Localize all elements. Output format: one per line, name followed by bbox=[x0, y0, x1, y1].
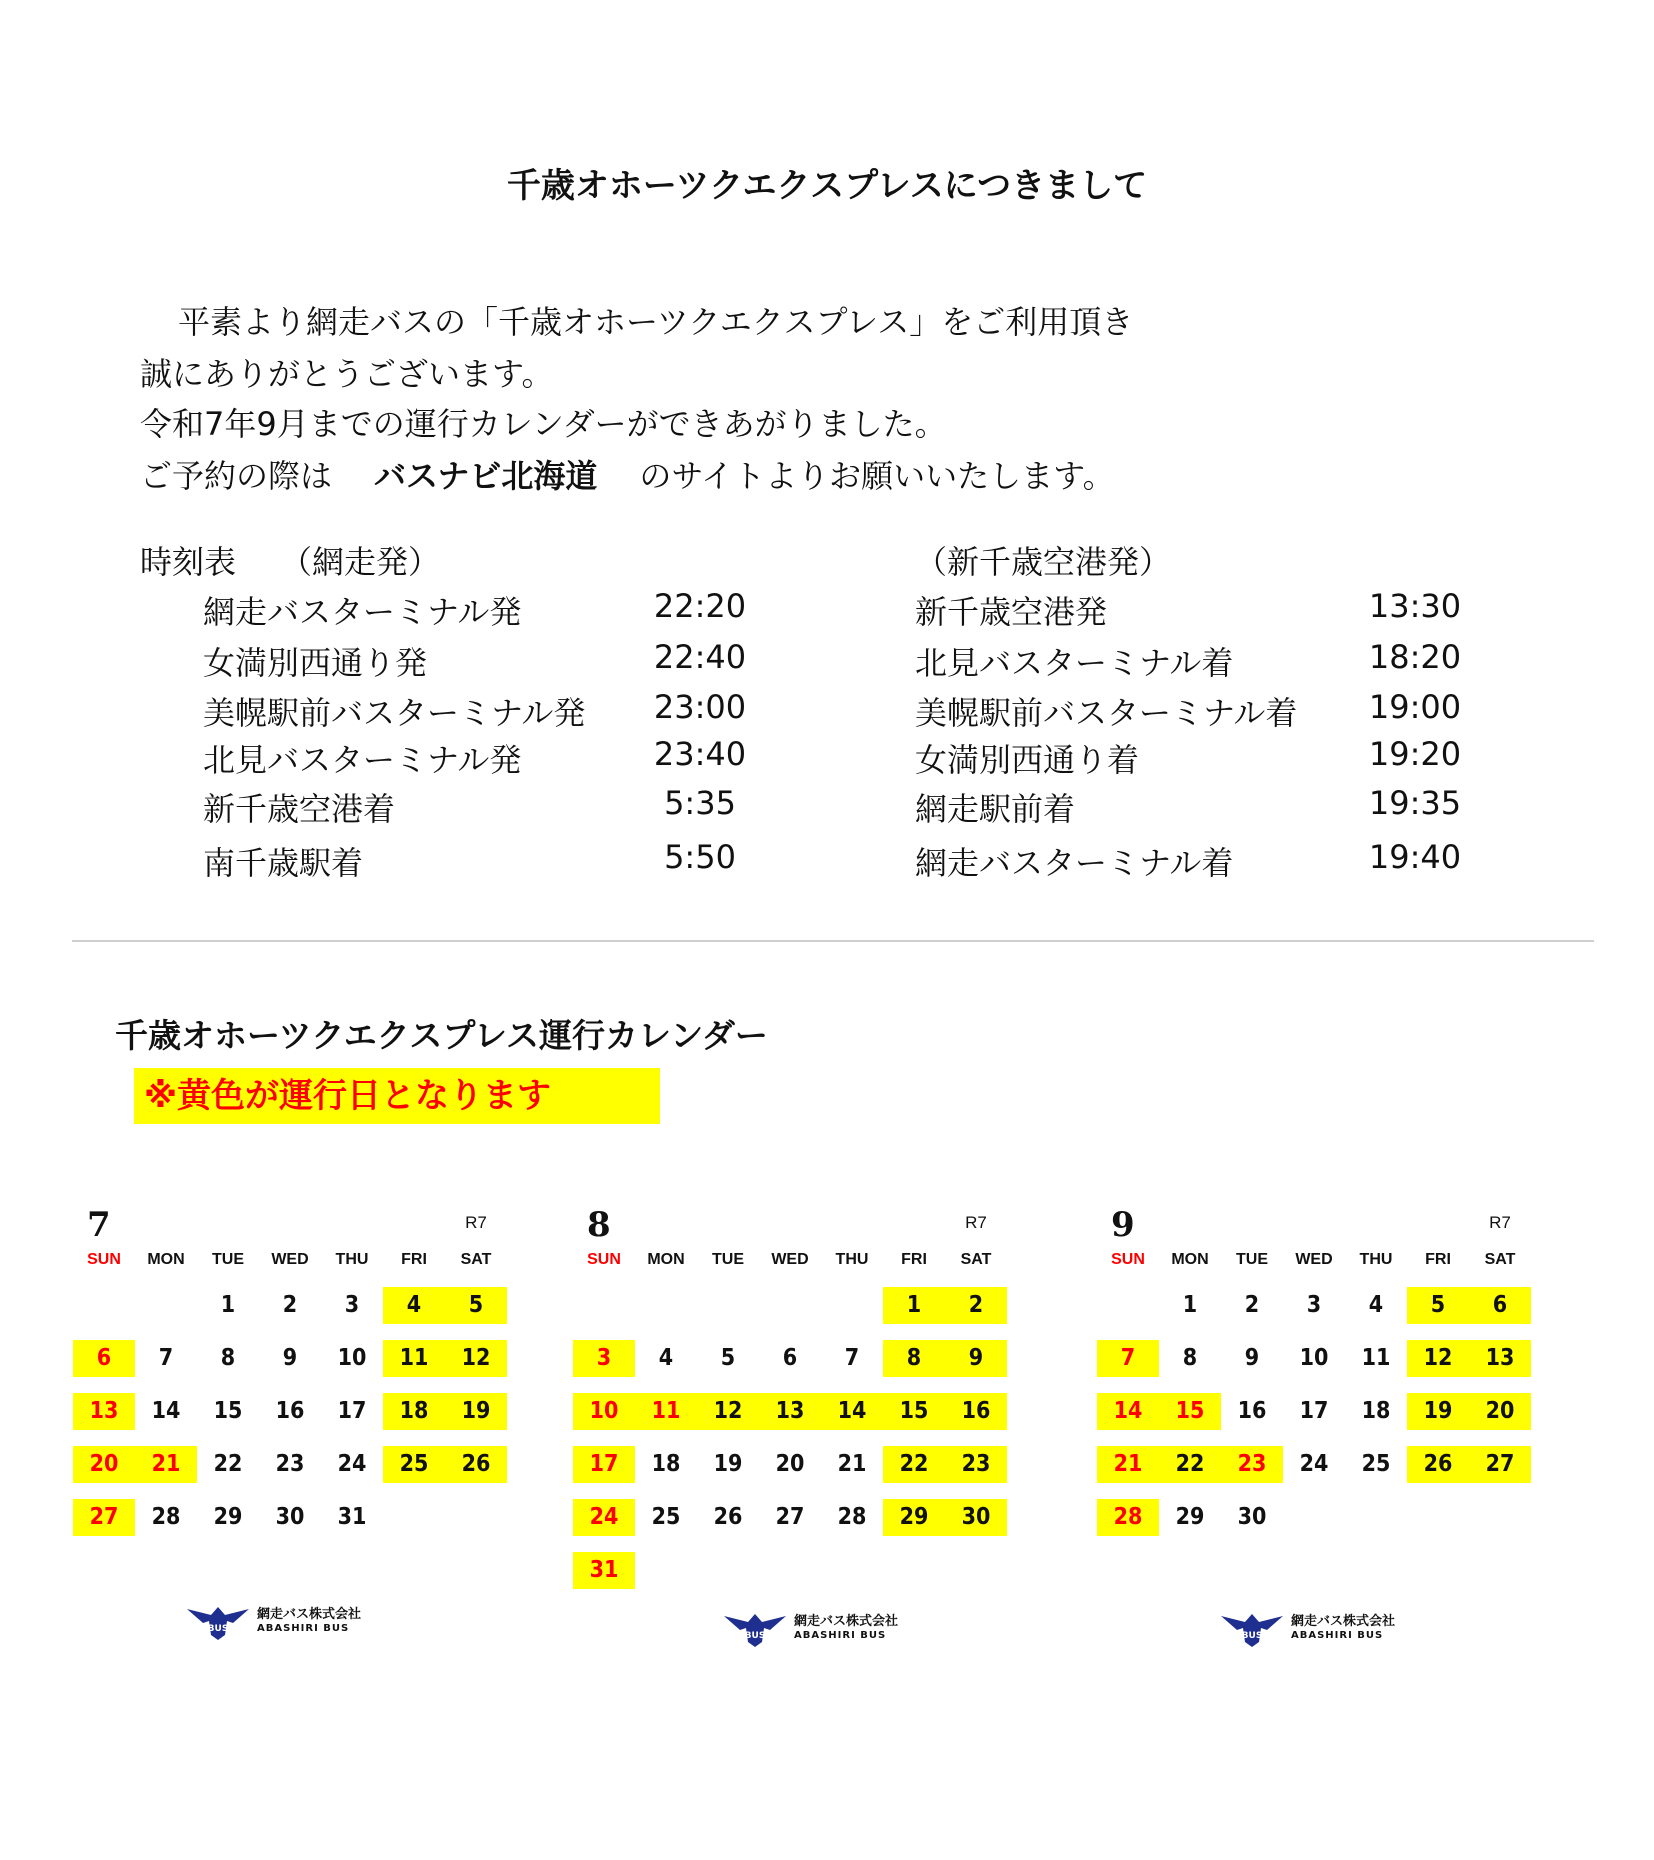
timetable-label: 時刻表 bbox=[140, 543, 237, 581]
calendar-day-operating: 26 bbox=[445, 1446, 507, 1483]
weekday-mon: MON bbox=[147, 1251, 185, 1268]
calendar-day-operating: 24 bbox=[573, 1499, 635, 1536]
calendar-day: 28 bbox=[151, 1504, 181, 1530]
page-title: 千歳オホーツクエクスプレスにつきまして bbox=[506, 166, 1148, 206]
calendar-day-operating: 22 bbox=[883, 1446, 945, 1483]
timetable-right-heading: （新千歳空港発） bbox=[915, 543, 1172, 581]
calendar-day: 24 bbox=[337, 1451, 367, 1477]
calendar-day-operating: 15 bbox=[1159, 1393, 1221, 1430]
calendar-day: 30 bbox=[1237, 1504, 1267, 1530]
timetable-left-time: 22:40 bbox=[653, 638, 747, 676]
calendar-day: 30 bbox=[275, 1504, 305, 1530]
calendar-day: 16 bbox=[1237, 1398, 1267, 1424]
intro-line-4-post: のサイトよりお願いいたします。 bbox=[639, 457, 1115, 495]
timetable-left-stop: 南千歳駅着 bbox=[203, 844, 364, 882]
weekday-tue: TUE bbox=[212, 1251, 244, 1268]
calendar-day-operating: 31 bbox=[573, 1552, 635, 1589]
calendar-day: 7 bbox=[158, 1345, 174, 1371]
calendar-day-operating: 29 bbox=[883, 1499, 945, 1536]
abashiri-bus-logo bbox=[1219, 1610, 1395, 1648]
calendar-day-operating: 27 bbox=[1469, 1446, 1531, 1483]
weekday-thu: THU bbox=[835, 1251, 869, 1268]
calendar-day-operating: 27 bbox=[73, 1499, 135, 1536]
calendar-day-operating: 11 bbox=[635, 1393, 697, 1430]
eagle-bus-icon bbox=[185, 1603, 251, 1641]
calendar-day-operating: 26 bbox=[1407, 1446, 1469, 1483]
calendar-day: 14 bbox=[151, 1398, 181, 1424]
timetable-left-stop: 北見バスターミナル発 bbox=[203, 741, 522, 779]
calendar-day-operating: 4 bbox=[383, 1287, 445, 1324]
timetable-left-time: 5:50 bbox=[664, 838, 736, 876]
timetable-left-heading: （網走発） bbox=[280, 543, 441, 581]
calendar-day: 25 bbox=[1361, 1451, 1391, 1477]
logo-company-name: 網走バス株式会社 bbox=[257, 1607, 362, 1622]
timetable-right-stop: 北見バスターミナル着 bbox=[915, 644, 1234, 682]
timetable-left-stop: 美幌駅前バスターミナル発 bbox=[203, 694, 586, 732]
calendar-day-operating: 12 bbox=[697, 1393, 759, 1430]
calendar-day-operating: 28 bbox=[1097, 1499, 1159, 1536]
calendar-day-operating: 8 bbox=[883, 1340, 945, 1377]
calendar-day-operating: 5 bbox=[1407, 1287, 1469, 1324]
weekday-sat: SAT bbox=[960, 1251, 992, 1268]
weekday-tue: TUE bbox=[712, 1251, 744, 1268]
logo-english-name: ABASHIRI BUS bbox=[257, 1623, 350, 1634]
calendar-day: 9 bbox=[282, 1345, 298, 1371]
timetable-right-time: 13:30 bbox=[1368, 587, 1462, 625]
calendar-month-8 bbox=[573, 1195, 1093, 1595]
weekday-thu: THU bbox=[1359, 1251, 1393, 1268]
logo-mark-text: BUS bbox=[744, 1631, 766, 1641]
calendar-day-operating: 5 bbox=[445, 1287, 507, 1324]
weekday-wed: WED bbox=[271, 1251, 309, 1268]
calendar-day-operating: 20 bbox=[1469, 1393, 1531, 1430]
calendar-day-operating: 9 bbox=[945, 1340, 1007, 1377]
calendar-day: 29 bbox=[213, 1504, 243, 1530]
calendar-month-9 bbox=[1097, 1195, 1617, 1595]
calendar-day-operating: 17 bbox=[573, 1446, 635, 1483]
calendar-day-operating: 7 bbox=[1097, 1340, 1159, 1377]
era-label: R7 bbox=[965, 1213, 987, 1232]
era-label: R7 bbox=[1489, 1213, 1511, 1232]
calendar-day: 27 bbox=[775, 1504, 805, 1530]
calendar-day: 18 bbox=[651, 1451, 681, 1477]
busnavi-hokkaido-text: バスナビ北海道 bbox=[374, 457, 598, 495]
calendar-day-operating: 16 bbox=[945, 1393, 1007, 1430]
timetable-right-stop: 網走駅前着 bbox=[915, 790, 1076, 828]
calendar-day-operating: 3 bbox=[573, 1340, 635, 1377]
calendar-day: 15 bbox=[213, 1398, 243, 1424]
timetable-right-stop: 新千歳空港発 bbox=[915, 593, 1108, 631]
calendar-day-operating: 12 bbox=[445, 1340, 507, 1377]
calendar-day: 2 bbox=[1244, 1292, 1260, 1318]
calendar-day: 9 bbox=[1244, 1345, 1260, 1371]
calendar-day: 17 bbox=[337, 1398, 367, 1424]
calendar-day: 26 bbox=[713, 1504, 743, 1530]
calendar-day-operating: 1 bbox=[883, 1287, 945, 1324]
calendar-day-operating: 6 bbox=[73, 1340, 135, 1377]
calendar-day: 22 bbox=[213, 1451, 243, 1477]
calendar-title: 千歳オホーツクエクスプレス運行カレンダー bbox=[115, 1016, 768, 1055]
timetable-right-stop: 美幌駅前バスターミナル着 bbox=[915, 694, 1298, 732]
timetable-right-time: 19:00 bbox=[1368, 688, 1462, 726]
calendar-day: 17 bbox=[1299, 1398, 1329, 1424]
logo-company-name: 網走バス株式会社 bbox=[794, 1614, 899, 1629]
timetable-left-stop: 女満別西通り発 bbox=[203, 644, 428, 682]
weekday-thu: THU bbox=[335, 1251, 369, 1268]
calendar-day-operating: 11 bbox=[383, 1340, 445, 1377]
timetable-right-time: 19:40 bbox=[1368, 838, 1462, 876]
calendar-day: 4 bbox=[1368, 1292, 1384, 1318]
intro-line-1: 平素より網走バスの「千歳オホーツクエクスプレス」をご利用頂き bbox=[178, 303, 1134, 341]
calendar-day-operating: 22 bbox=[1159, 1446, 1221, 1483]
abashiri-bus-logo bbox=[185, 1603, 361, 1641]
calendar-day: 3 bbox=[1306, 1292, 1322, 1318]
weekday-sat: SAT bbox=[1484, 1251, 1516, 1268]
calendar-day: 29 bbox=[1175, 1504, 1205, 1530]
calendar-day-operating: 2 bbox=[945, 1287, 1007, 1324]
calendar-day: 1 bbox=[1182, 1292, 1198, 1318]
weekday-wed: WED bbox=[1295, 1251, 1333, 1268]
weekday-fri: FRI bbox=[901, 1251, 927, 1268]
eagle-bus-icon bbox=[722, 1610, 788, 1648]
weekday-tue: TUE bbox=[1236, 1251, 1268, 1268]
calendar-day: 23 bbox=[275, 1451, 305, 1477]
calendar-day-operating: 13 bbox=[73, 1393, 135, 1430]
timetable-left-time: 22:20 bbox=[653, 587, 747, 625]
calendar-day: 31 bbox=[337, 1504, 367, 1530]
calendar-day: 16 bbox=[275, 1398, 305, 1424]
calendar-day: 19 bbox=[713, 1451, 743, 1477]
weekday-sun: SUN bbox=[587, 1251, 621, 1268]
timetable-left-time: 23:40 bbox=[653, 735, 747, 773]
weekday-wed: WED bbox=[771, 1251, 809, 1268]
intro-line-4 bbox=[140, 450, 1115, 502]
calendar-day-operating: 13 bbox=[759, 1393, 821, 1430]
calendar-month-7 bbox=[73, 1195, 593, 1595]
calendar-day: 8 bbox=[220, 1345, 236, 1371]
intro-line-3: 令和7年9月までの運行カレンダーができあがりました。 bbox=[140, 405, 947, 443]
logo-company-name: 網走バス株式会社 bbox=[1291, 1614, 1396, 1629]
intro-line-2: 誠にありがとうございます。 bbox=[140, 355, 554, 393]
timetable-right-stop: 網走バスターミナル着 bbox=[915, 844, 1234, 882]
calendar-day-operating: 6 bbox=[1469, 1287, 1531, 1324]
logo-english-name: ABASHIRI BUS bbox=[794, 1630, 887, 1641]
calendar-day-operating: 30 bbox=[945, 1499, 1007, 1536]
timetable-left-stop: 新千歳空港着 bbox=[203, 790, 396, 828]
era-label: R7 bbox=[465, 1213, 487, 1232]
calendar-day-operating: 12 bbox=[1407, 1340, 1469, 1377]
calendar-day: 8 bbox=[1182, 1345, 1198, 1371]
calendar-day-operating: 19 bbox=[1407, 1393, 1469, 1430]
month-number: 9 bbox=[1111, 1205, 1135, 1245]
intro-line-4-pre: ご予約の際は bbox=[140, 457, 333, 495]
weekday-fri: FRI bbox=[1425, 1251, 1451, 1268]
calendar-day: 20 bbox=[775, 1451, 805, 1477]
calendar-day: 2 bbox=[282, 1292, 298, 1318]
weekday-sun: SUN bbox=[87, 1251, 121, 1268]
calendar-day-operating: 15 bbox=[883, 1393, 945, 1430]
timetable-left-time: 23:00 bbox=[653, 688, 747, 726]
logo-mark-text: BUS bbox=[207, 1624, 229, 1634]
calendar-day: 10 bbox=[1299, 1345, 1329, 1371]
calendar-day: 11 bbox=[1361, 1345, 1391, 1371]
logo-english-name: ABASHIRI BUS bbox=[1291, 1630, 1384, 1641]
calendar-day: 28 bbox=[837, 1504, 867, 1530]
timetable-right-time: 19:35 bbox=[1368, 784, 1462, 822]
calendar-day: 24 bbox=[1299, 1451, 1329, 1477]
weekday-mon: MON bbox=[647, 1251, 685, 1268]
calendar-day: 5 bbox=[720, 1345, 736, 1371]
operating-days-notice: ※黄色が運行日となります bbox=[134, 1068, 660, 1124]
weekday-mon: MON bbox=[1171, 1251, 1209, 1268]
calendar-day-operating: 25 bbox=[383, 1446, 445, 1483]
calendar-day: 25 bbox=[651, 1504, 681, 1530]
timetable-right-stop: 女満別西通り着 bbox=[915, 741, 1140, 779]
abashiri-bus-logo bbox=[722, 1610, 898, 1648]
timetable-left-time: 5:35 bbox=[664, 784, 736, 822]
calendar-day-operating: 18 bbox=[383, 1393, 445, 1430]
calendar-day: 21 bbox=[837, 1451, 867, 1477]
calendar-day-operating: 13 bbox=[1469, 1340, 1531, 1377]
month-number: 7 bbox=[87, 1205, 111, 1245]
weekday-fri: FRI bbox=[401, 1251, 427, 1268]
calendar-day: 6 bbox=[782, 1345, 798, 1371]
calendar-day-operating: 20 bbox=[73, 1446, 135, 1483]
timetable-left-stop: 網走バスターミナル発 bbox=[203, 593, 522, 631]
timetable-right-time: 18:20 bbox=[1368, 638, 1462, 676]
calendar-day-operating: 14 bbox=[821, 1393, 883, 1430]
weekday-sat: SAT bbox=[460, 1251, 492, 1268]
calendar-day: 7 bbox=[844, 1345, 860, 1371]
calendar-day: 4 bbox=[658, 1345, 674, 1371]
calendar-day-operating: 23 bbox=[1221, 1446, 1283, 1483]
eagle-bus-icon bbox=[1219, 1610, 1285, 1648]
logo-mark-text: BUS bbox=[1241, 1631, 1263, 1641]
calendar-day-operating: 23 bbox=[945, 1446, 1007, 1483]
timetable-right-time: 19:20 bbox=[1368, 735, 1462, 773]
calendar-day-operating: 19 bbox=[445, 1393, 507, 1430]
calendar-day-operating: 21 bbox=[135, 1446, 197, 1483]
month-number: 8 bbox=[587, 1205, 611, 1245]
calendar-day: 3 bbox=[344, 1292, 360, 1318]
calendar-day-operating: 10 bbox=[573, 1393, 635, 1430]
weekday-sun: SUN bbox=[1111, 1251, 1145, 1268]
calendar-day: 10 bbox=[337, 1345, 367, 1371]
calendar-day: 1 bbox=[220, 1292, 236, 1318]
calendar-day: 18 bbox=[1361, 1398, 1391, 1424]
divider bbox=[72, 940, 1594, 942]
calendar-day-operating: 14 bbox=[1097, 1393, 1159, 1430]
calendar-day-operating: 21 bbox=[1097, 1446, 1159, 1483]
